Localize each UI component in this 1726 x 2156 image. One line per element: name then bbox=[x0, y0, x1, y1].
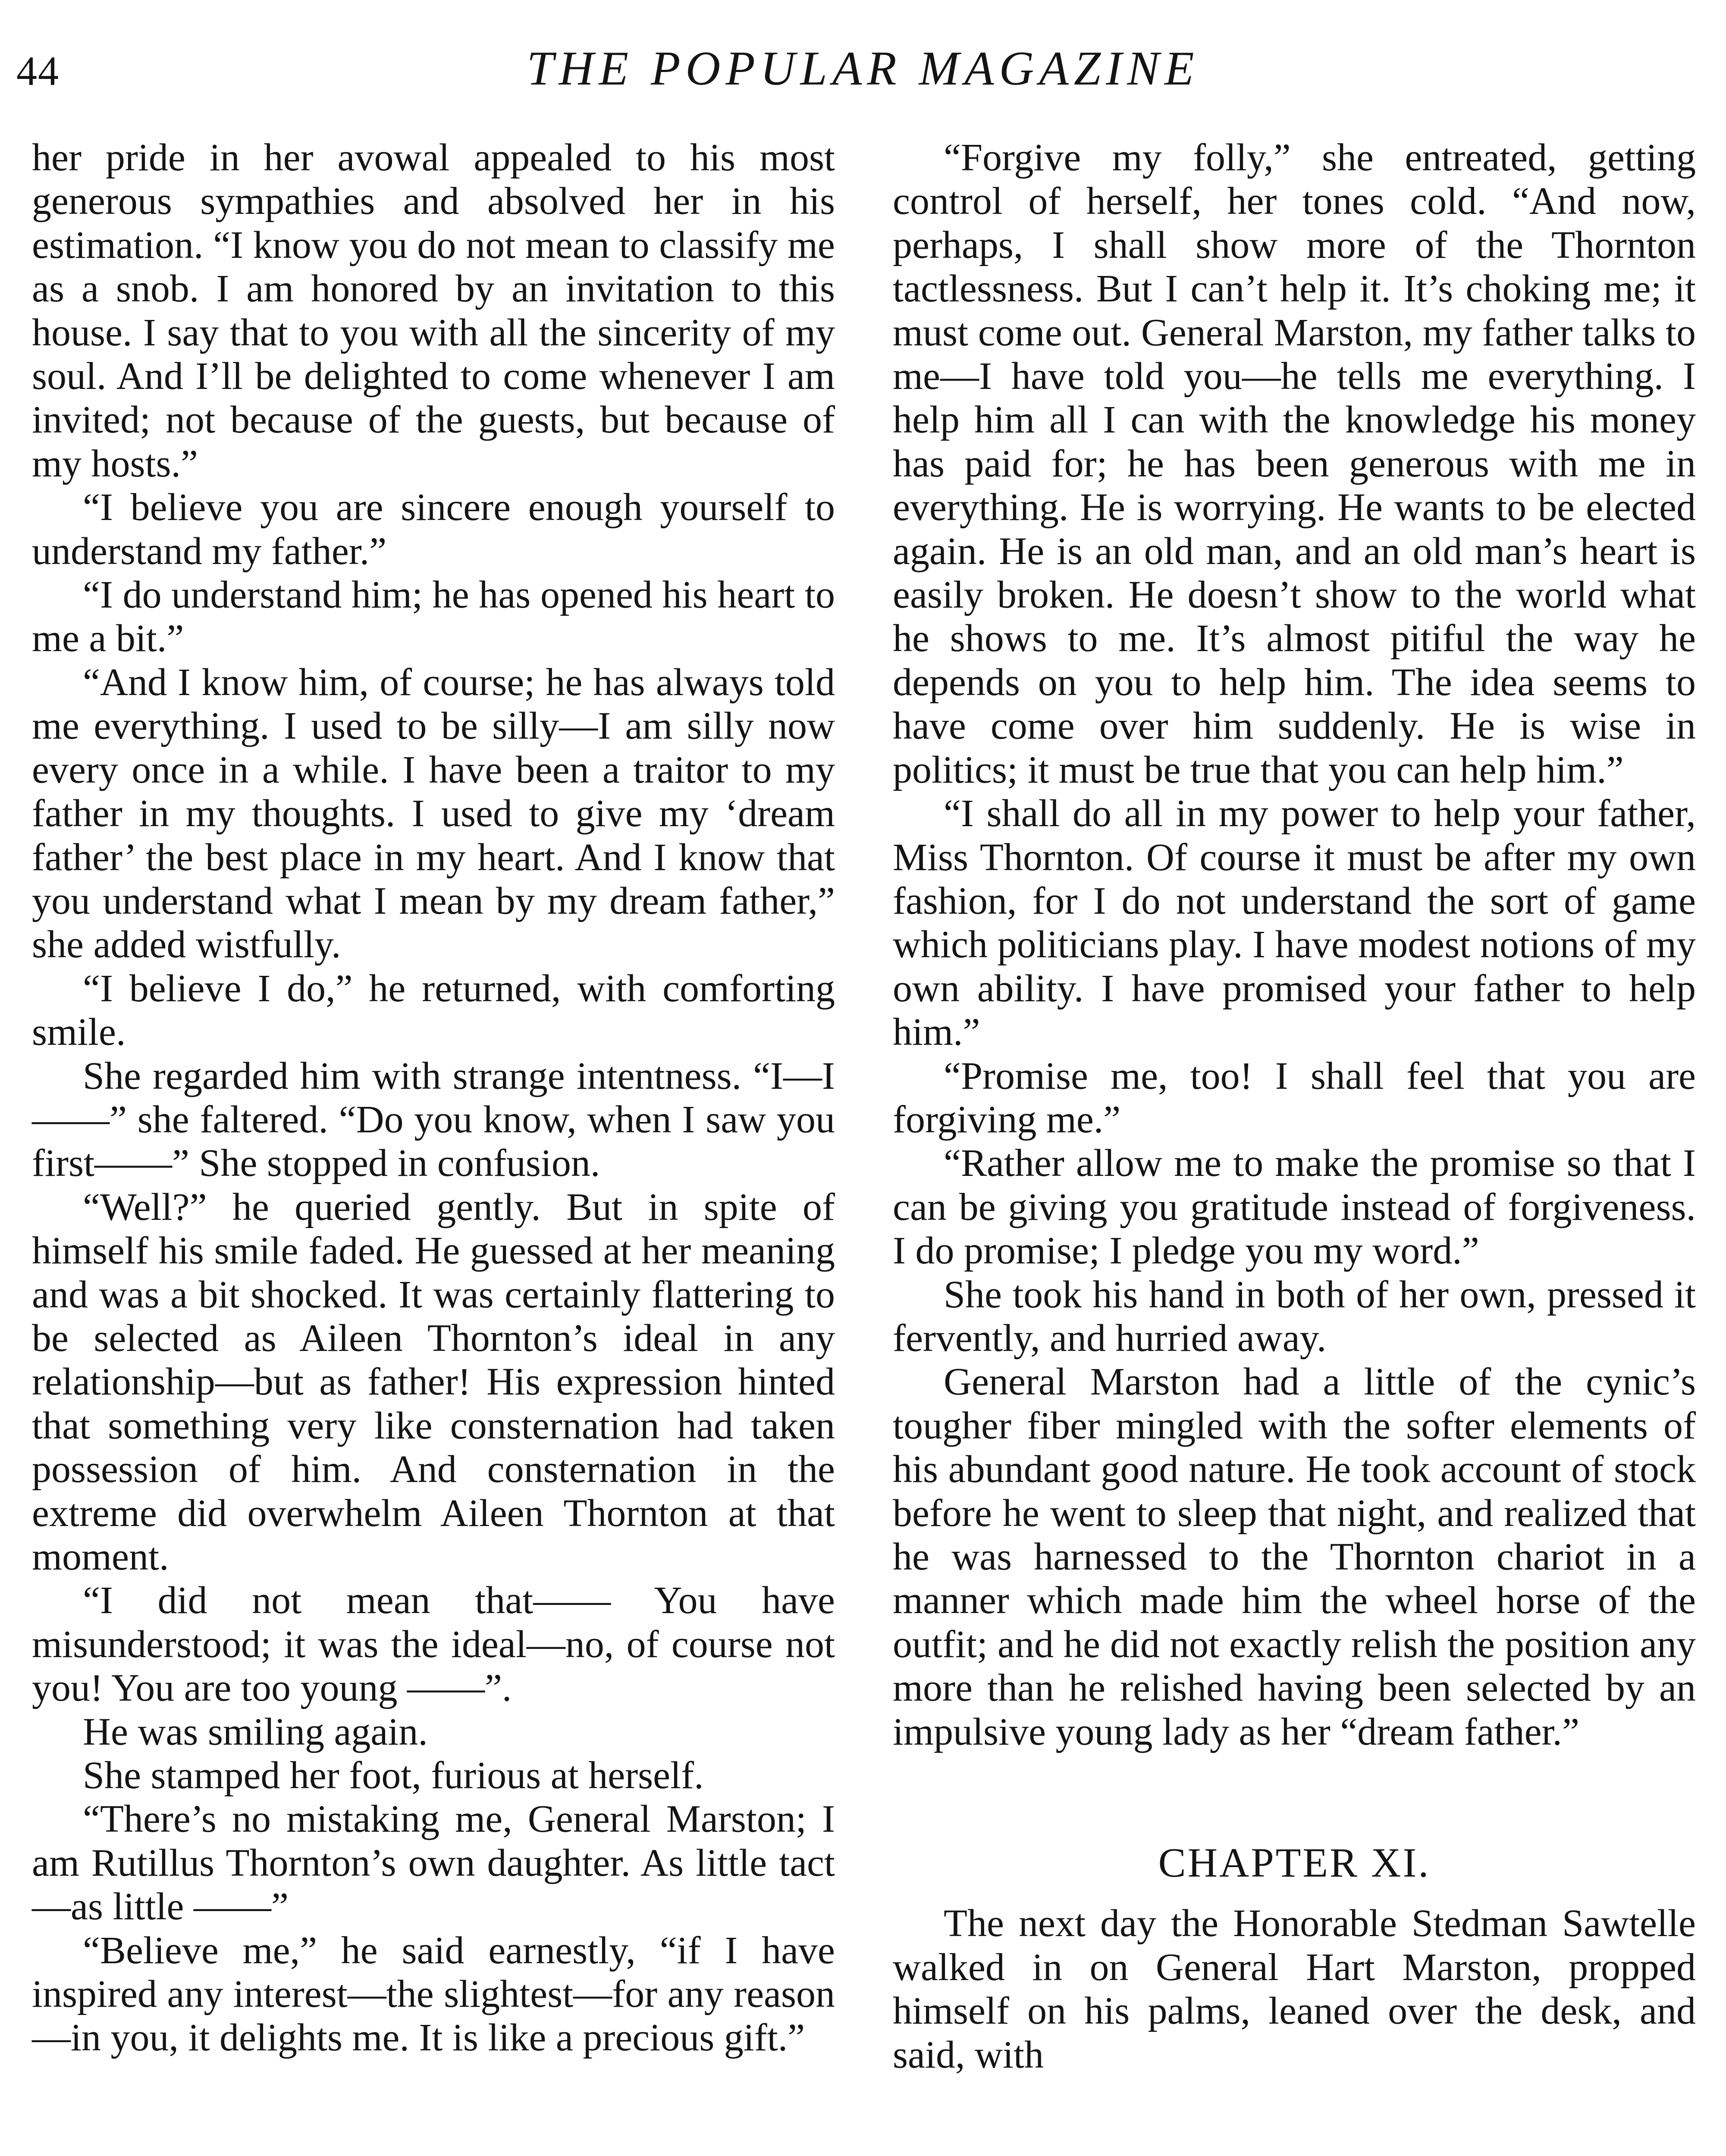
paragraph: “Believe me,” he said earnestly, “if I have inspired any interest—the slightest—for any reason—in you, it delights me. It is like a precious gift.” bbox=[32, 1929, 835, 2059]
paragraph: “I did not mean that—— You have misunderstood; it was the ideal—no, of course not you! You are too young ——”. bbox=[32, 1579, 835, 1710]
page-number: 44 bbox=[16, 48, 60, 94]
right-column bbox=[893, 136, 1696, 2077]
paragraph: “And I know him, of course; he has always told me everything. I used to be silly—I am silly now every once in a while. I have been a traitor to my father in my thoughts. I used to give my ‘dream father’ the best place in my heart. And I know that you understand what I mean by my dream father,” she added wistfully. bbox=[32, 661, 835, 966]
paragraph: She stamped her foot, furious at herself. bbox=[83, 1754, 704, 1797]
paragraph: “I believe I do,” he returned, with comforting smile. bbox=[32, 967, 835, 1054]
paragraph: her pride in her avowal appealed to his most generous sympathies and absolved her in his estimation. “I know you do not mean to classify me as a snob. I am honored by an invitation to this house. I say that to you with all the sincerity of my soul. And I’ll be delighted to come whenever I am invited; not because of the guests, but because of my hosts.” bbox=[32, 136, 835, 485]
paragraph: “Rather allow me to make the promise so that I can be giving you gratitude instead of forgiveness. I do promise; I pledge you my word.” bbox=[893, 1142, 1696, 1272]
page-header bbox=[0, 41, 1726, 101]
paragraph: General Marston had a little of the cynic’s tougher fiber mingled with the softer elements of his abundant good nature. He took account of stock before he went to sleep that night, and realized that he was harnessed to the Thornton chariot in a manner which made him the wheel horse of the outfit; and he did not exactly relish the position any more than he relished having been selected by an impulsive young lady as her “dream father.” bbox=[893, 1360, 1696, 1753]
paragraph: “I do understand him; he has opened his heart to me a bit.” bbox=[32, 573, 835, 660]
paragraph: She regarded him with strange intentness. “I—I——” she faltered. “Do you know, when I saw you first——” She stopped in confusion. bbox=[32, 1054, 835, 1185]
paragraph: “Promise me, too! I shall feel that you are forgiving me.” bbox=[893, 1054, 1696, 1141]
paragraph: “Well?” he queried gently. But in spite of himself his smile faded. He guessed at her meaning and was a bit shocked. It was certainly flattering to be selected as Aileen Thornton’s ideal in any relationship—but as father! His expression hinted that something very like consternation had taken possession of him. And consternation in the extreme did overwhelm Aileen Thornton at that moment. bbox=[32, 1185, 835, 1578]
paragraph: “There’s no mistaking me, General Marston; I am Rutillus Thornton’s own daughter. As little tact—as little ——” bbox=[32, 1798, 835, 1928]
paragraph: “I believe you are sincere enough yourself to understand my father.” bbox=[32, 486, 835, 573]
paragraph: “I shall do all in my power to help your father, Miss Thornton. Of course it must be after my own fashion, for I do not understand the sort of game which politicians play. I have modest notions of my own ability. I have promised your father to help him.” bbox=[893, 792, 1696, 1054]
left-column bbox=[32, 136, 835, 2060]
paragraph: She took his hand in both of her own, pressed it fervently, and hurried away. bbox=[893, 1273, 1696, 1360]
paragraph: He was smiling again. bbox=[83, 1710, 428, 1753]
chapter-opening-paragraph: The next day the Honorable Stedman Sawtelle walked in on General Hart Marston, propped himself on his palms, leaned over the desk, and said, with bbox=[893, 1902, 1696, 2076]
chapter-heading: CHAPTER XI. bbox=[1158, 1839, 1431, 1886]
running-head: THE POPULAR MAGAZINE bbox=[527, 42, 1199, 95]
paragraph: “Forgive my folly,” she entreated, getting control of herself, her tones cold. “And now, perhaps, I shall show more of the Thornton tactlessness. But I can’t help it. It’s choking me; it must come out. General Marston, my father talks to me—I have told you—he tells me everything. I help him all I can with the knowledge his money has paid for; he has been generous with me in everything. He is worrying. He wants to be elected again. He is an old man, and an old man’s heart is easily broken. He doesn’t show to the world what he shows to me. It’s almost pitiful the way he depends on you to help him. The idea seems to have come over him suddenly. He is wise in politics; it must be true that you can help him.” bbox=[893, 136, 1696, 791]
